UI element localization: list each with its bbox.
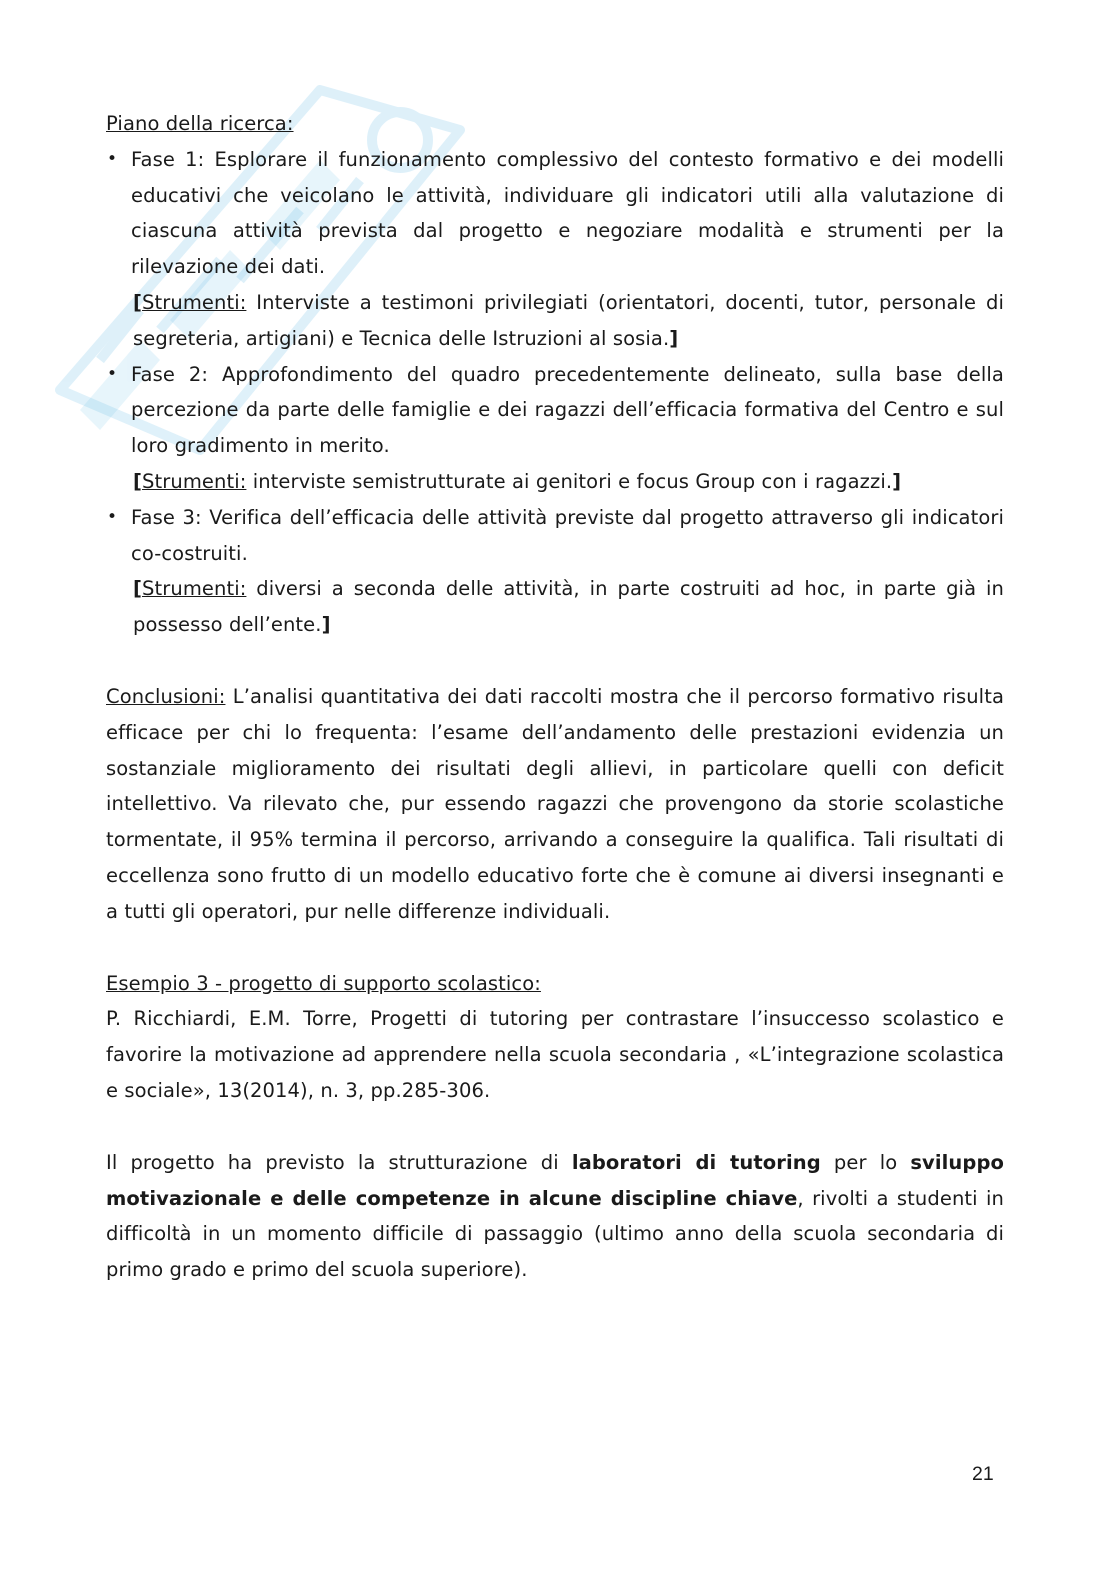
- tools-line: [131, 285, 1004, 357]
- phase-list: [106, 142, 1004, 643]
- bracket-close: ]: [669, 326, 679, 350]
- bullet-icon: •: [107, 148, 118, 169]
- project-text: per lo: [820, 1150, 911, 1174]
- tools-label: Strumenti:: [142, 290, 247, 314]
- section-heading: Esempio 3 - progetto di supporto scolastico:: [106, 971, 541, 995]
- section-heading: Piano della ricerca:: [106, 112, 294, 135]
- tools-text: Interviste a testimoni privilegiati (orientatori, docenti, tutor, personale di segreteria, artigiani) e Tecnica delle Istruzioni al sosia.: [133, 290, 1004, 350]
- project-paragraph: [106, 1145, 1004, 1288]
- conclusions-text: L’analisi quantitativa dei dati raccolti mostra che il percorso formativo risulta efficace per chi lo frequenta: l’esame dell’andamento delle prestazioni evidenzia un sostanziale miglioramento dei risultati degli allievi, in particolare quelli con deficit intellettivo. Va rilevato che, pur essendo ragazzi che provengono da storie scolastiche tormentate, il 95% termina il percorso, arrivando a conseguire la qualifica. Tali risultati di eccellenza sono frutto di un modello educativo forte che è comune ai diversi insegnanti e a tutti gli operatori, pur nelle differenze individuali.: [106, 684, 1004, 923]
- bullet-icon: •: [107, 363, 118, 384]
- tools-line: [131, 571, 1004, 643]
- project-text: Il progetto ha previsto la strutturazione di: [106, 1150, 572, 1174]
- document-body: [106, 106, 1004, 1288]
- list-item: [106, 142, 1004, 357]
- citation-paragraph: P. Ricchiardi, E.M. Torre, Progetti di tutoring per contrastare l’insuccesso scolastico e favorire la motivazione ad apprendere nella scuola secondaria , «L’integrazione scolastica e sociale», 13(2014), n. 3, pp.285-306.: [106, 1007, 1004, 1102]
- conclusions-label: Conclusioni:: [106, 684, 226, 708]
- bullet-icon: •: [107, 506, 118, 527]
- tools-text: interviste semistrutturate ai genitori e focus Group con i ragazzi.: [246, 469, 893, 493]
- phase-text: Fase 2: Approfondimento del quadro precedentemente delineato, sulla base della percezione da parte delle famiglie e dei ragazzi dell’efficacia formativa del Centro e sul loro gradimento in merito.: [131, 362, 1004, 458]
- tools-label: Strumenti:: [142, 469, 247, 493]
- phase-text: Fase 3: Verifica dell’efficacia delle attività previste dal progetto attraverso gli indicatori co-costruiti.: [131, 505, 1004, 565]
- project-bold-text: laboratori di tutoring: [571, 1150, 821, 1174]
- page-number: 21: [972, 1463, 994, 1485]
- bracket-open: [: [133, 469, 143, 493]
- research-plan-heading: [106, 106, 1004, 142]
- spacer: [106, 643, 1004, 679]
- spacer: [106, 930, 1004, 966]
- phase-text: Fase 1: Esplorare il funzionamento complessivo del contesto formativo e dei modelli educativi che veicolano le attività, individuare gli indicatori utili alla valutazione di ciascuna attività prevista dal progetto e negoziare modalità e strumenti per la rilevazione dei dati.: [131, 147, 1004, 279]
- bracket-open: [: [133, 577, 143, 601]
- project-bold-text: sviluppo motivazionale e delle competenze in alcune discipline chiave: [106, 1150, 1004, 1210]
- bracket-close: ]: [321, 613, 331, 637]
- conclusions-paragraph: [106, 679, 1004, 930]
- project-text: , rivolti a studenti in difficoltà in un momento difficile di passaggio (ultimo anno della scuola secondaria di primo grado e primo del scuola superiore).: [106, 1186, 1004, 1282]
- example3-heading: [106, 966, 1004, 1002]
- tools-label: Strumenti:: [142, 577, 247, 601]
- bracket-open: [: [133, 290, 143, 314]
- tools-line: [131, 464, 1004, 500]
- list-item: [106, 500, 1004, 643]
- list-item: [106, 357, 1004, 500]
- bracket-close: ]: [892, 469, 902, 493]
- tools-text: diversi a seconda delle attività, in parte costruiti ad hoc, in parte già in possesso dell’ente.: [133, 577, 1004, 637]
- spacer: [106, 1109, 1004, 1145]
